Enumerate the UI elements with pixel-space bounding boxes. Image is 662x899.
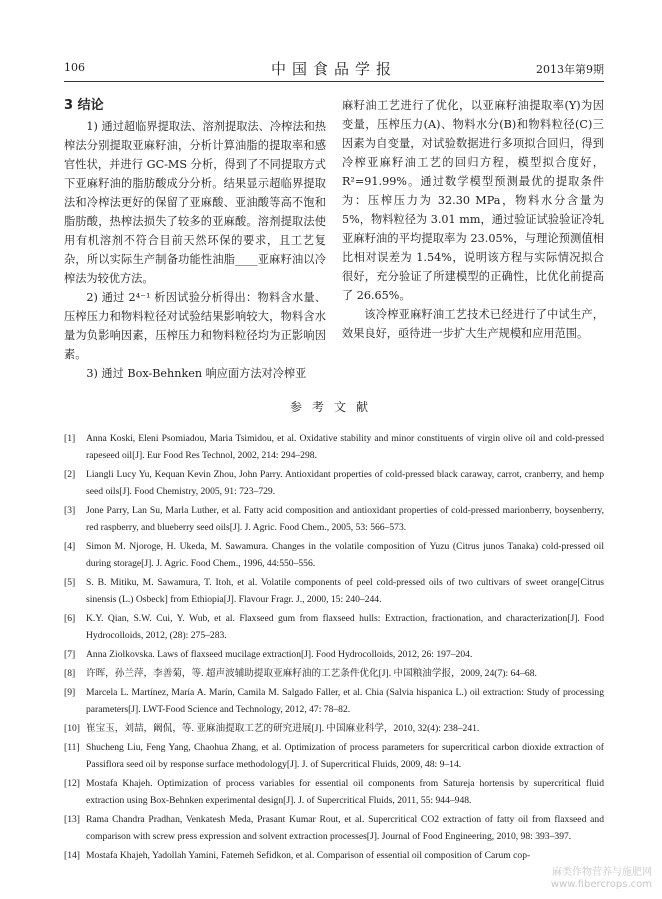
watermark-line: www.fibercrops.com [550,879,652,890]
reference-item [64,775,604,809]
reference-item [64,538,604,572]
header-rule [64,81,604,82]
right-column [342,96,604,343]
reference-item [64,574,604,608]
reference-number: [7] [64,649,76,660]
reference-number: [2] [64,469,76,480]
reference-text: 崔宝玉，刘喆，阚侃，等. 亚麻油提取工艺的研究进展[J]. 中国麻业科学，2010, 32(4): 238–241. [86,723,480,734]
reference-text: Mostafa Khajeh. Optimization of process variables for essential oil components from Satureja hortensis by supercritical fluid extraction using Box-Behnken experimental design[J]. J. of Supercritical Fluids, 2011, 55: 944–948. [86,778,604,806]
reference-text: 许晖，孙兰萍，李善菊，等. 超声波辅助提取亚麻籽油的工艺条件优化[J]. 中国粮油学报，2009, 24(7): 64–68. [86,668,537,679]
conclusion-paragraph: 该冷榨亚麻籽油工艺技术已经进行了中试生产，效果良好，亟待进一步扩大生产规模和应用范围。 [342,308,604,340]
page-header [64,58,604,80]
reference-text: Simon M. Njoroge, H. Ukeda, M. Sawamura. Changes in the volatile composition of Yuzu (Citrus junos Tanaka) cold-pressed oil during storage[J]. J. Agric. Food Chem., 1996, 44:550–556. [86,541,604,569]
journal-title: 中国食品学报 [270,60,397,78]
reference-number: [11] [64,742,80,753]
watermark [551,867,652,891]
reference-number: [10] [64,723,80,734]
reference-text: Anna Ziolkovska. Laws of flaxseed mucilage extraction[J]. Food Hydrocolloids, 2012, 26: 197–204. [86,649,473,660]
conclusion-paragraph: 麻籽油工艺进行了优化，以亚麻籽油提取率(Y)为因变量，压榨压力(A)、物料水分(B)和物料粒径(C)三因素为自变量，对试验数据进行多项拟合回归，得到冷榨亚麻籽油工艺的回归方程，模型拟合度好，R²=91.99%。通过数学模型预测最优的提取条件为：压榨压力为 32.30 MPa，物料水分含量为 5%，物料粒径为 3.01 mm，通过验证试验验证冷轧亚麻籽油的平均提取率为 23.05%，与理论预测值相比相对误差为 1.54%，说明该方程与实际情况拟合很好，充分验证了所建模型的正确性，比优化前提高了 26.65%。 [342,99,604,302]
reference-number: [4] [64,541,76,552]
watermark-line: 麻类作物营养与施肥网 [552,867,652,878]
reference-text: Liangli Lucy Yu, Kequan Kevin Zhou, John Parry. Antioxidant properties of cold-pressed black caraway, carrot, cranberry, and hemp seed oils[J]. Food Chemistry, 2005, 91: 723–729. [86,469,604,497]
reference-number: [8] [64,668,76,679]
references-title: 参考文献 [289,400,378,414]
reference-item [64,811,604,845]
reference-text: S. B. Mitiku, M. Sawamura, T. Itoh, et al. Volatile components of peel cold-pressed oils of two cultivars of sweet orange[Citrus sinensis (L.) Osbeck] from Ethiopia[J]. Flavour Fragr. J., 2000, 15: 240–244. [86,577,604,605]
reference-text: Mostafa Khajeh, Yadollah Yamini, Fatemeh Sefidkon, et al. Comparison of essential oil composition of Carum cop- [86,850,531,861]
reference-number: [12] [64,778,80,789]
reference-number: [1] [64,433,76,444]
reference-number: [13] [64,814,80,825]
conclusion-paragraph: 2) 通过 2⁴⁻¹ 析因试验分析得出：物料含水量、压榨压力和物料粒径对试验结果影响较大，物料含水量为负影响因素，压榨压力和物料粒径均为正影响因素。 [64,291,326,361]
reference-item [64,665,604,682]
reference-text: K.Y. Qian, S.W. Cui, Y. Wub, et al. Flaxseed gum from flaxseed hulls: Extraction, fractionation, and characterization[J]. Food Hydrocolloids, 2012, (28): 275–283. [86,613,604,641]
reference-item [64,739,604,773]
issue-label: 2013年第9期 [536,63,604,76]
reference-item [64,610,604,644]
reference-number: [6] [64,613,76,624]
reference-text: Shucheng Liu, Feng Yang, Chaohua Zhang, et al. Optimization of process parameters for supercritical carbon dioxide extraction of Passiflora seed oil by response surface methodology[J]. J. of Supercritical Fluids, 2009, 48: 9–14. [86,742,604,770]
reference-number: [14] [64,850,80,861]
reference-text: Rama Chandra Pradhan, Venkatesh Meda, Prasant Kumar Rout, et al. Supercritical CO2 extraction of fatty oil from flaxseed and comparison with screw press expression and solvent extraction processes[J]. Journal of Food Engineering, 2010, 98: 393–397. [86,814,604,842]
reference-item [64,720,604,737]
reference-list [64,430,604,866]
reference-item [64,502,604,536]
reference-item [64,646,604,663]
left-column [64,96,326,383]
reference-text: Marcela L. Martínez, María A. Marín, Camila M. Salgado Faller, et al. Chia (Salvia hispanica L.) oil extraction: Study of processing parameters[J]. LWT-Food Science and Technology, 2012, 47: 78–82. [86,687,604,715]
reference-number: [3] [64,505,76,516]
reference-number: [9] [64,687,76,698]
reference-text: Anna Koski, Eleni Psomiadou, Maria Tsimidou, et al. Oxidative stability and minor constituents of virgin olive oil and cold-pressed rapeseed oil[J]. Eur Food Res Technol, 2002, 214: 294–298. [86,433,604,461]
reference-item [64,847,604,864]
reference-text: Jone Parry, Lan Su, Marla Luther, et al. Fatty acid composition and antioxidant properties of cold-pressed marionberry, boysenberry, red raspberry, and blueberry seed oils[J]. J. Agric. Food Chem., 2005, 53: 566–573. [86,505,604,533]
reference-item [64,466,604,500]
conclusion-paragraph: 3) 通过 Box-Behnken 响应面方法对冷榨亚 [86,367,307,380]
section-heading: 3 结论 [64,98,104,113]
conclusion-paragraph: 1) 通过超临界提取法、溶剂提取法、冷榨法和热榨法分别提取亚麻籽油，分析计算油脂的提取率和感官性状，并进行 GC-MS 分析，得到了不同提取方式下亚麻籽油的脂肪酸成分分析。结果显示超临界提取法和冷榨法更好的保留了亚麻酸、亚油酸等高不饱和脂肪酸，热榨法损失了较多的亚麻酸。溶剂提取法使用有机溶剂不符合目前天然环保的要求，且工艺复杂，所以实际生产制备功能性油脂____亚麻籽油以冷榨法为较优方法。 [64,120,326,285]
page-number: 106 [64,61,85,74]
reference-item [64,430,604,464]
reference-item [64,684,604,718]
reference-number: [5] [64,577,76,588]
